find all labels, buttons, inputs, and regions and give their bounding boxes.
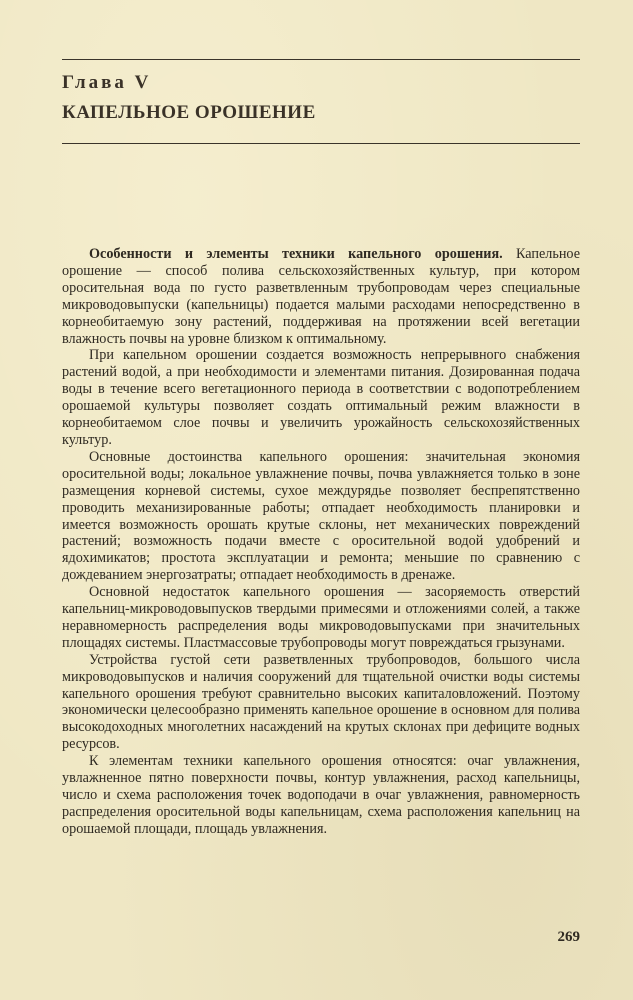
paragraph [62,652,580,753]
paragraph [62,347,580,448]
paragraph-text: Капельное орошение — способ полива сельскохозяйственных культур, при котором оросительная вода по густо разветвленным трубопроводам через специальные микроводовыпуски (капельницы) подается малыми расходами непосредственно в корнеобитаемую зону растений, поддерживая на протяжении всей вегетации влажность почвы на уровне близком к оптимальному. [62,246,580,347]
chapter-label: Глава V [62,72,152,93]
page-number: 269 [557,929,580,945]
paragraph [62,584,580,652]
paragraph-text: Основные достоинства капельного орошения: значительная экономия оросительной воды; локальное увлажнение почвы, почва увлажняется только в зоне размещения корневой системы, сухое междурядье позволяет беспрепятственно проводить механизированные работы; отпадает необходимость планировки и имеется возможность орошать крутые склоны, нет механических повреждений растений; возможность подачи вместе с оросительной водой удобрений и ядохимикатов; простота эксплуатации и ремонта; меньшие по сравнению с дождеванием энергозатраты; отпадает необходимость в дренаже. [62,448,580,584]
paragraph-text: При капельном орошении создается возможность непрерывного снабжения растений водой, а при необходимости и элементами питания. Дозированная подача воды в течение всего вегетационного периода в соответствии с водопотреблением орошаемой культуры позволяет создать оптимальный режим влажности в корнеобитаемом слое почвы и увеличить урожайность сельскохозяйственных культур. [62,347,580,448]
paragraph-text: Устройства густой сети разветвленных трубопроводов, большого числа микроводовыпусков и наличия сооружений для тщательной очистки воды системы капельного орошения требуют сравнительно высоких капиталовложений. Поэтому экономически целесообразно применять капельное орошение в основном для полива высокодоходных многолетних насаждений на крутых склонах при дефиците водных ресурсов. [62,651,580,753]
paragraph [62,449,580,584]
paragraph-text: Основной недостаток капельного орошения — засоряемость отверстий капельниц-микроводовыпусков твердыми примесями и отложениями солей, а также неравномерность распределения воды микроводовыпусками при значительных площадях системы. Пластмассовые трубопроводы могут повреждаться грызунами. [62,584,580,651]
paragraph [62,246,580,347]
header-rule-top [62,59,580,60]
paragraph-text: К элементам техники капельного орошения относятся: очаг увлажнения, увлажненное пятно поверхности почвы, контур увлажнения, расход капельницы, число и схема расположения точек водоподачи в очаг увлажнения, равномерность распределения оросительной воды капельницам, схема расположения капельниц на орошаемой площади, площадь увлажнения. [62,753,580,837]
section-heading: Особенности и элементы техники капельного орошения. [89,246,503,262]
chapter-title: КАПЕЛЬНОЕ ОРОШЕНИЕ [62,102,316,123]
header-rule-bottom [62,143,580,144]
paragraph [62,753,580,838]
chapter-body [62,246,580,838]
